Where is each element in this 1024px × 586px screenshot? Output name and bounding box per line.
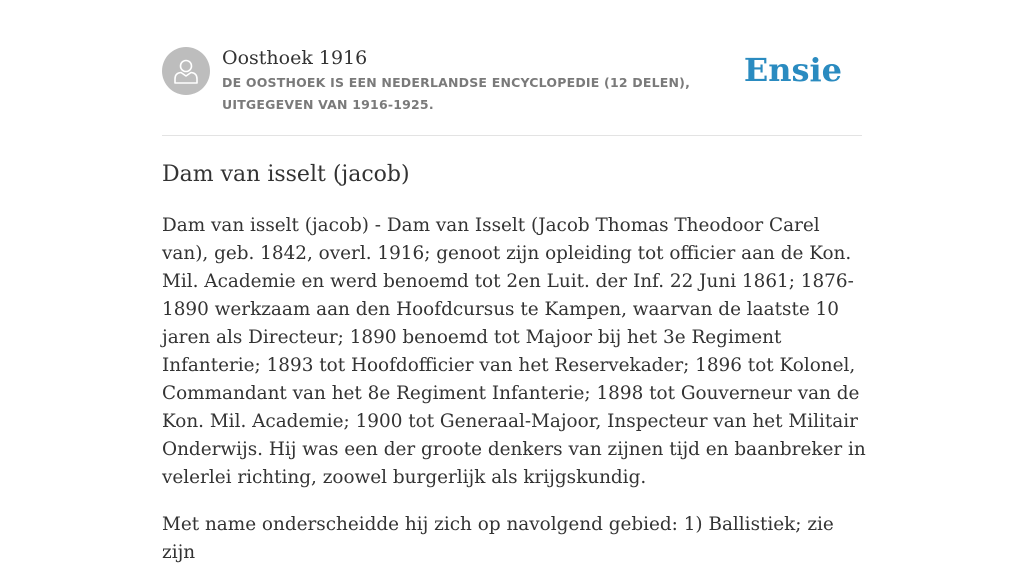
article-title: Dam van isselt (jacob): [162, 162, 410, 187]
ensie-logo-link[interactable]: Ensie: [743, 51, 842, 89]
article-paragraph: Met name onderscheidde hij zich op navolgend gebied: 1) Ballistiek; zie zijn: [162, 514, 834, 563]
source-header: [162, 46, 862, 136]
source-description: DE OOSTHOEK IS EEN NEDERLANDSE ENCYCLOPEDIE (12 DELEN), UITGEGEVEN VAN 1916-1925.: [222, 75, 691, 112]
source-title[interactable]: Oosthoek 1916: [222, 47, 368, 69]
article-body: [162, 212, 868, 586]
avatar[interactable]: [162, 47, 210, 95]
article-paragraph: Dam van isselt (jacob) - Dam van Isselt (Jacob Thomas Theodoor Carel van), geb. 1842, overl. 1916; genoot zijn opleiding tot officier aan de Kon. Mil. Academie en werd benoemd tot 2en Luit. der Inf. 22 Juni 1861; 1876-1890 werkzaam aan den Hoofdcursus te Kampen, waarvan de laatste 10 jaren als Directeur; 1890 benoemd tot Majoor bij het 3e Regiment Infanterie; 1893 tot Hoofdofficier van het Reservekader; 1896 tot Kolonel, Commandant van het 8e Regiment Infanterie; 1898 tot Gouverneur van de Kon. Mil. Academie; 1900 tot Generaal-Majoor, Inspecteur van het Militair Onderwijs. Hij was een der groote denkers van zijnen tijd en baanbreker in velerlei richting, zoowel burgerlijk als krijgskundig.: [162, 215, 866, 488]
user-icon: [171, 56, 201, 86]
header-divider: [162, 135, 862, 136]
